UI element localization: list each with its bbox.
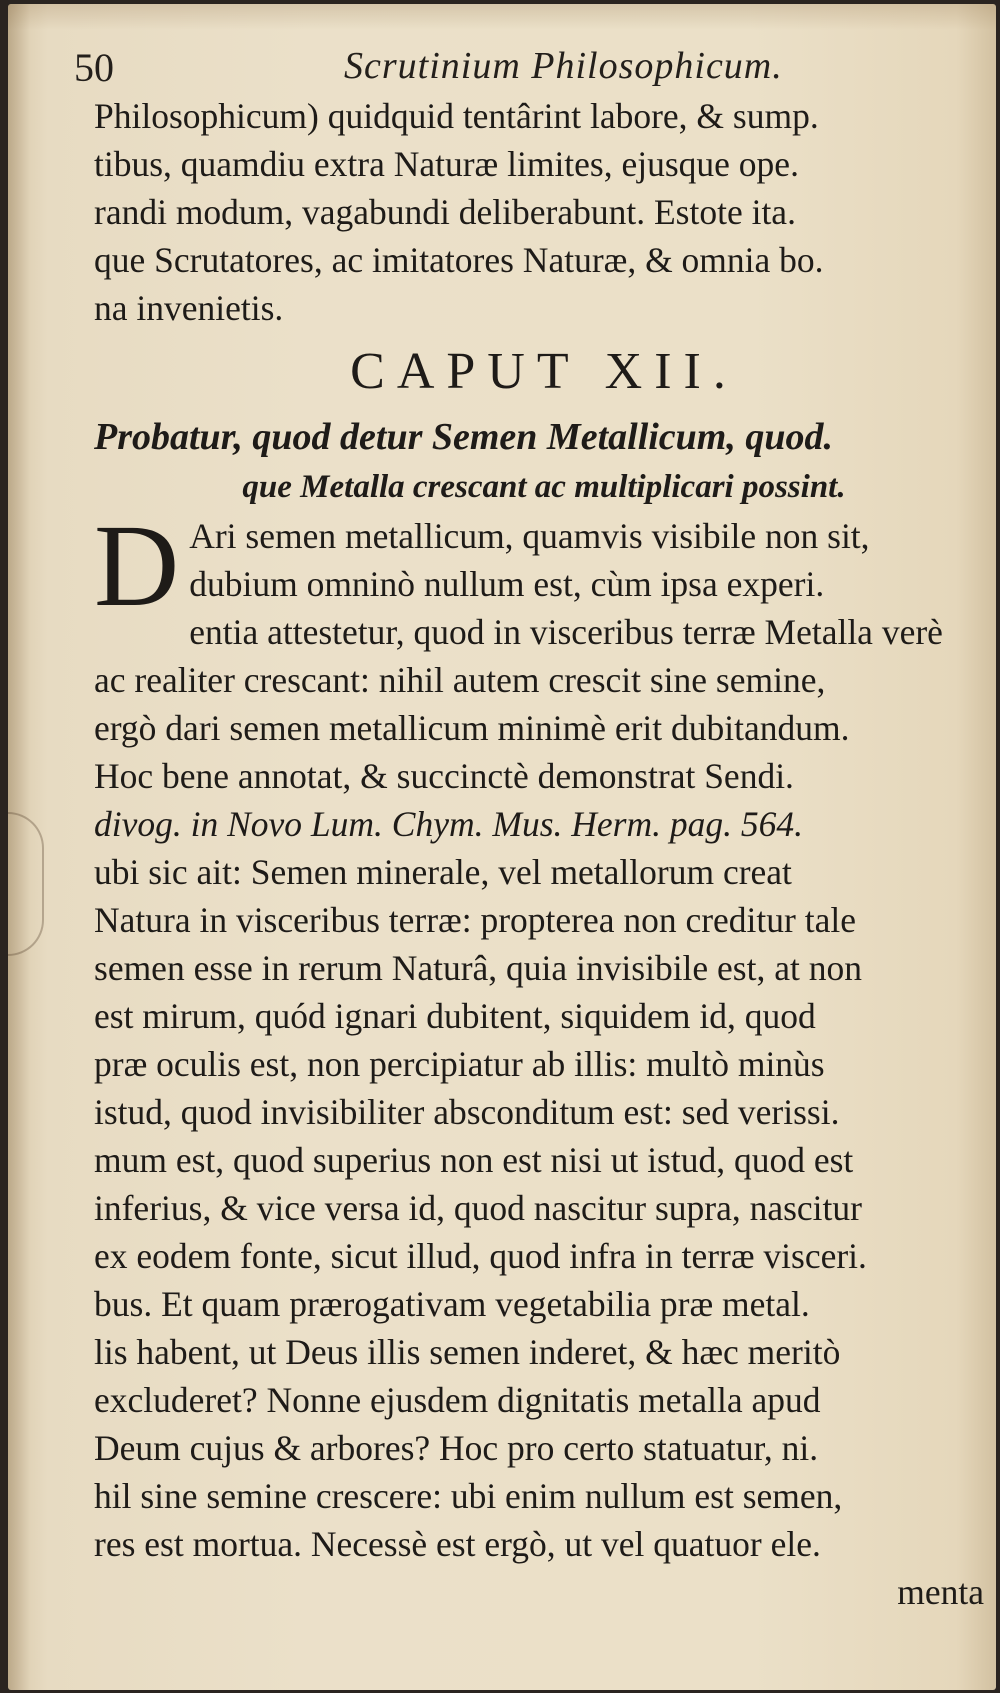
page-tab-mark (8, 812, 44, 956)
body-line: ergò dari semen metallicum minimè erit dubitandum. (94, 708, 850, 748)
running-head (74, 44, 966, 94)
intro-line: tibus, quamdiu extra Naturæ limites, ejusque ope. (94, 144, 799, 184)
chapter-heading: CAPUT XII. (350, 343, 738, 400)
body-line: ac realiter crescant: nihil autem crescit sine semine, (94, 660, 826, 700)
intro-line: que Scrutatores, ac imitatores Naturæ, & omnia bo. (94, 240, 824, 280)
catchword: menta (897, 1572, 984, 1612)
book-page (8, 4, 996, 1690)
page-edge-stain (8, 4, 996, 30)
body-line: bus. Et quam prærogativam vegetabilia præ metal. (94, 1284, 810, 1324)
body-line: lis habent, ut Deus illis semen inderet, & hæc meritò (94, 1332, 841, 1372)
citation-line: divog. in Novo Lum. Chym. Mus. Herm. pag. 564. (94, 804, 803, 844)
body-line: Hoc bene annotat, & succinctè demonstrat Sendi. (94, 756, 794, 796)
chapter-subtitle: que Metalla crescant ac multiplicari possint. (242, 469, 846, 505)
body-line: ubi sic ait: Semen minerale, vel metallorum creat (94, 852, 792, 892)
opening-paragraph (94, 500, 994, 631)
body-line: excluderet? Nonne ejusdem dignitatis metalla apud (94, 1380, 821, 1420)
body-line: res est mortua. Necessè est ergò, ut vel quatuor ele. (94, 1524, 821, 1564)
drop-cap-initial: D (94, 500, 180, 631)
body-line: est mirum, quód ignari dubitent, siquidem id, quod (94, 996, 816, 1036)
running-title: Scrutinium Philosophicum. (344, 45, 783, 87)
body-line: ex eodem fonte, sicut illud, quod infra in terræ visceri. (94, 1236, 867, 1276)
body-line: Ari semen metallicum, quamvis visibile non sit, (189, 516, 870, 556)
body-line: dubium omninò nullum est, cùm ipsa experi. (189, 564, 825, 604)
body-line: præ oculis est, non percipiatur ab illis: multò minùs (94, 1044, 825, 1084)
body-line: mum est, quod superius non est nisi ut istud, quod est (94, 1140, 854, 1180)
body-line: Natura in visceribus terræ: propterea non creditur tale (94, 900, 856, 940)
body-line: inferius, & vice versa id, quod nascitur supra, nascitur (94, 1188, 862, 1228)
intro-line: na invenietis. (94, 288, 284, 328)
intro-line: randi modum, vagabundi deliberabunt. Estote ita. (94, 192, 796, 232)
body-line: hil sine semine crescere: ubi enim nullum est semen, (94, 1476, 843, 1516)
body-line: istud, quod invisibiliter absconditum est: sed verissi. (94, 1092, 840, 1132)
body-line: entia attestetur, quod in visceribus terræ Metalla verè (189, 612, 943, 652)
body-line: Deum cujus & arbores? Hoc pro certo statuatur, ni. (94, 1428, 819, 1468)
body-line: semen esse in rerum Naturâ, quia invisibile est, at non (94, 948, 862, 988)
page-number: 50 (74, 45, 114, 90)
intro-line: Philosophicum) quidquid tentârint labore, & sump. (94, 96, 819, 136)
chapter-subtitle: Probatur, quod detur Semen Metallicum, quod. (94, 416, 833, 458)
text-block (94, 92, 994, 1616)
